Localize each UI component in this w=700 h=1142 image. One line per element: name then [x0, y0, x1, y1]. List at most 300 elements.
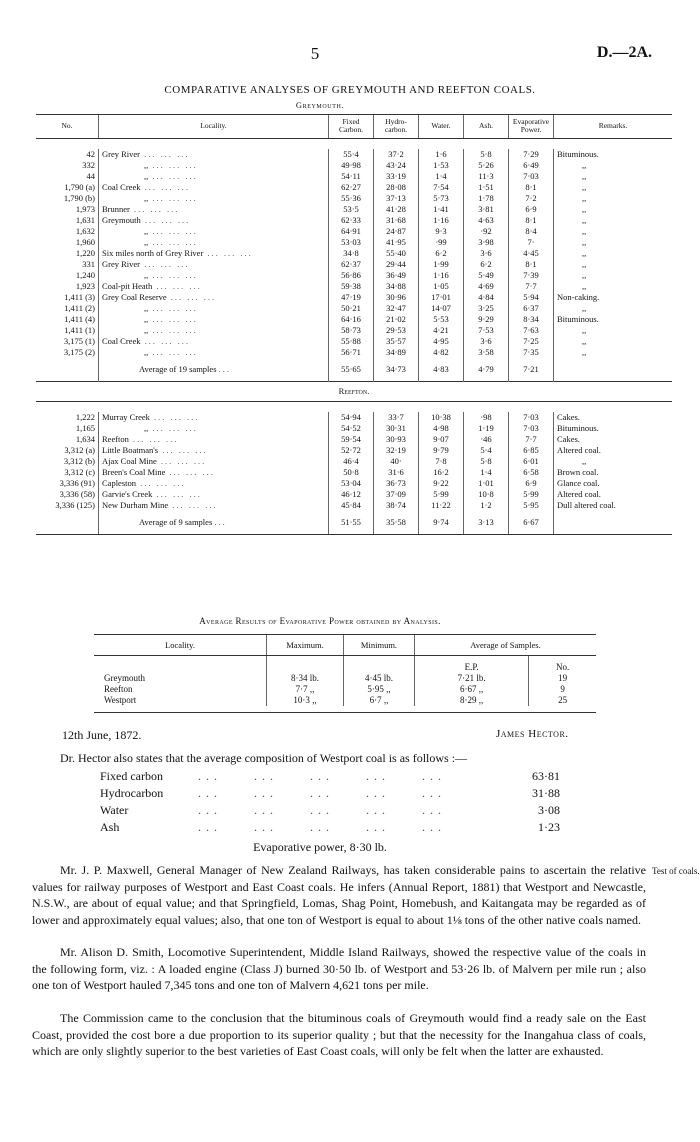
evap-sample-count: 9 — [529, 684, 596, 695]
table-row: 331 Grey River ... ... ... 62·37 29·44 1·99 6·2 8·1 ,, — [36, 259, 672, 270]
greymouth-subtitle: Greymouth. — [295, 100, 345, 110]
fixed-carbon: 62·27 — [329, 182, 374, 193]
hydrocarbon: 32·47 — [374, 303, 419, 314]
locality: ,, — [144, 269, 149, 280]
remarks: Bituminous. — [554, 314, 673, 325]
evap-col-maximum: Maximum. — [267, 635, 344, 656]
ash: 3·98 — [464, 237, 509, 248]
sample-number: 331 — [82, 258, 95, 269]
evap-average-ep: 7·21 lb. — [415, 673, 529, 684]
col-header-no: No. — [36, 115, 99, 139]
locality: Brunner — [102, 203, 130, 214]
fixed-carbon: 54·94 — [329, 412, 374, 423]
ash: 1·78 — [464, 193, 509, 204]
locality: Breen's Coal Mine — [102, 466, 166, 477]
composition-item: Ash ... ... ... ... ... 1·23 — [100, 820, 560, 834]
table-row: 1,634 Reefton ... ... ... 59·54 30·93 9·07 ·46 7·7 Cakes. — [36, 434, 672, 445]
col-header-water: Water. — [419, 115, 464, 139]
ash: 1·2 — [464, 500, 509, 511]
remarks: ,, — [554, 182, 673, 193]
locality: Garvie's Creek — [102, 488, 153, 499]
sample-number: 1,165 — [75, 422, 95, 433]
avg-fixed-carbon: 55·65 — [329, 358, 374, 382]
water: 7·54 — [419, 182, 464, 193]
paragraph-hector: Dr. Hector also states that the average composition of Westport coal is as follows :— — [60, 751, 468, 765]
reefton-rows — [36, 401, 672, 511]
ash: 3·81 — [464, 204, 509, 215]
fixed-carbon: 49·98 — [329, 160, 374, 171]
ash: 7·53 — [464, 325, 509, 336]
sample-number: 42 — [86, 148, 95, 159]
ash: 11·3 — [464, 171, 509, 182]
fixed-carbon: 59·54 — [329, 434, 374, 445]
sample-number: 1,411 (1) — [64, 324, 95, 335]
greymouth-rows — [36, 138, 672, 358]
table-row: 1,165 ,, ... ... ... 54·52 30·31 4·98 1·19 7·03 Bituminous. — [36, 423, 672, 434]
sample-number: 1,973 — [75, 203, 95, 214]
ash: 5·49 — [464, 270, 509, 281]
hydrocarbon: 41·28 — [374, 204, 419, 215]
remarks: ,, — [554, 336, 673, 347]
fixed-carbon: 47·19 — [329, 292, 374, 303]
remarks: ,, — [554, 215, 673, 226]
water: 10·38 — [419, 412, 464, 423]
hydrocarbon: 41·95 — [374, 237, 419, 248]
sample-number: 3,312 (a) — [64, 444, 95, 455]
fixed-carbon: 58·73 — [329, 325, 374, 336]
remarks: ,, — [554, 270, 673, 281]
evap-col-average: Average of Samples. — [415, 635, 597, 656]
evaporative-power: 7·39 — [509, 270, 554, 281]
table-row: 3,175 (1) Coal Creek ... ... ... 55·88 35·57 4·95 3·6 7·25 ,, — [36, 336, 672, 347]
page-number: 5 — [310, 44, 320, 63]
evaporative-power: 7·25 — [509, 336, 554, 347]
locality: Coal Creek — [102, 335, 141, 346]
evaporative-power: 7·7 — [509, 281, 554, 292]
evaporative-power: 6·37 — [509, 303, 554, 314]
hydrocarbon: 21·02 — [374, 314, 419, 325]
water: 9·22 — [419, 478, 464, 489]
margin-note: Test of coals. — [652, 866, 700, 876]
evap-col-locality: Locality. — [94, 635, 267, 656]
evaporative-power: 5·95 — [509, 500, 554, 511]
col-header-evaporative-power: Evaporative Power. — [509, 115, 554, 139]
fixed-carbon: 56·71 — [329, 347, 374, 358]
water: 7·8 — [419, 456, 464, 467]
table-row: 1,790 (a) Coal Creek ... ... ... 62·27 28·08 7·54 1·51 8·1 ,, — [36, 182, 672, 193]
evap-header-row — [94, 635, 596, 656]
evaporative-power: 7·03 — [509, 423, 554, 434]
remarks: ,, — [554, 456, 673, 467]
remarks: ,, — [554, 160, 673, 171]
locality: Grey Coal Reserve — [102, 291, 167, 302]
hydrocarbon: 38·74 — [374, 500, 419, 511]
table-row: 332 ,, ... ... ... 49·98 43·24 1·53 5·26 6·49 ,, — [36, 160, 672, 171]
remarks: ,, — [554, 248, 673, 259]
table-row: 42 Grey River ... ... ... 55·4 37·2 1·6 5·8 7·29 Bituminous. — [36, 149, 672, 160]
table-row: 1,632 ,, ... ... ... 64·91 24·87 9·3 ·92 8·4 ,, — [36, 226, 672, 237]
table-row: 1,220 Six miles north of Grey River ... ... ... 34·8 55·40 6·2 3·6 4·45 ,, — [36, 248, 672, 259]
hydrocarbon: 35·57 — [374, 336, 419, 347]
hydrocarbon: 36·73 — [374, 478, 419, 489]
remarks: Bituminous. — [554, 423, 673, 434]
avg-hydrocarbon: 34·73 — [374, 358, 419, 382]
evap-row — [94, 695, 596, 706]
fixed-carbon: 64·16 — [329, 314, 374, 325]
sample-number: 3,312 (c) — [64, 466, 95, 477]
avg-water: 4·83 — [419, 358, 464, 382]
hydrocarbon: 28·08 — [374, 182, 419, 193]
ash: 4·63 — [464, 215, 509, 226]
evap-row — [94, 684, 596, 695]
sample-number: 1,790 (b) — [63, 192, 95, 203]
ash: ·98 — [464, 412, 509, 423]
evaporative-power: 8·1 — [509, 215, 554, 226]
water: 1·05 — [419, 281, 464, 292]
remarks: Cakes. — [554, 434, 673, 445]
hydrocarbon: 30·31 — [374, 423, 419, 434]
fixed-carbon: 53·5 — [329, 204, 374, 215]
table-row: 1,240 ,, ... ... ... 56·86 36·49 1·16 5·49 7·39 ,, — [36, 270, 672, 281]
water: 4·95 — [419, 336, 464, 347]
evap-locality: Reefton — [104, 684, 133, 694]
evaporative-power: 7·35 — [509, 347, 554, 358]
water: 11·22 — [419, 500, 464, 511]
water: 14·07 — [419, 303, 464, 314]
component-name: Fixed carbon — [100, 769, 163, 783]
hydrocarbon: 40· — [374, 456, 419, 467]
hydrocarbon: 30·93 — [374, 434, 419, 445]
table-row: 3,175 (2) ,, ... ... ... 56·71 34·89 4·82 3·58 7·35 ,, — [36, 347, 672, 358]
table-row: 3,312 (b) Ajax Coal Mine ... ... ... 46·4 40· 7·8 5·8 6·01 ,, — [36, 456, 672, 467]
fixed-carbon: 46·12 — [329, 489, 374, 500]
component-value: 3·08 — [538, 803, 560, 817]
evap-subcol-no: No. — [529, 656, 596, 674]
evap-maximum: 8·34 lb. — [267, 673, 344, 684]
evap-locality: Greymouth — [104, 673, 145, 683]
evaporative-power: 7· — [509, 237, 554, 248]
remarks: Glance coal. — [554, 478, 673, 489]
fixed-carbon: 62·33 — [329, 215, 374, 226]
table-row: 3,312 (c) Breen's Coal Mine ... ... ... 50·8 31·6 16·2 1·4 6·58 Brown coal. — [36, 467, 672, 478]
hydrocarbon: 37·09 — [374, 489, 419, 500]
sample-number: 1,631 — [75, 214, 95, 225]
fixed-carbon: 54·52 — [329, 423, 374, 434]
fixed-carbon: 59·38 — [329, 281, 374, 292]
evap-average-ep: 6·67 ,, — [415, 684, 529, 695]
fixed-carbon: 45·84 — [329, 500, 374, 511]
average-label: Average of 9 samples — [139, 516, 213, 527]
water: 1·4 — [419, 171, 464, 182]
evap-locality: Westport — [104, 695, 137, 705]
component-name: Hydrocarbon — [100, 786, 164, 800]
composition-list — [100, 768, 560, 836]
evap-average-ep: 8·29 ,, — [415, 695, 529, 706]
water: 5·53 — [419, 314, 464, 325]
locality: ,, — [144, 192, 149, 203]
locality: Coal Creek — [102, 181, 141, 192]
evaporative-power: 6·9 — [509, 204, 554, 215]
table-row: 1,960 ,, ... ... ... 53·03 41·95 ·99 3·98 7· ,, — [36, 237, 672, 248]
remarks: ,, — [554, 204, 673, 215]
hydrocarbon: 36·49 — [374, 270, 419, 281]
paragraph-smith: Mr. Alison D. Smith, Locomotive Superintendent, Middle Island Railways, showed the respective value of the coals in the following form, viz. : A loaded engine (Class J) burned 30·50 lb. of Westport and 53·26 lb. of Malvern per mile run ; also one ton of Westport hauled 7,345 tons and one ton of Malvern 4,621 tons per mile. — [32, 945, 646, 992]
remarks: ,, — [554, 237, 673, 248]
locality: ,, — [144, 159, 149, 170]
water: 5·99 — [419, 489, 464, 500]
table-header-row — [36, 115, 672, 139]
hydrocarbon: 29·44 — [374, 259, 419, 270]
ash: 1·4 — [464, 467, 509, 478]
evap-minimum: 6·7 ,, — [344, 695, 415, 706]
evap-rows — [94, 656, 596, 713]
sample-number: 3,336 (58) — [59, 488, 95, 499]
remarks: ,, — [554, 226, 673, 237]
greymouth-average-row: Average of 19 samples ... 55·65 34·73 4·83 4·79 7·21 — [36, 358, 672, 382]
ash: 5·26 — [464, 160, 509, 171]
water: 1·16 — [419, 270, 464, 281]
ash: 3·6 — [464, 248, 509, 259]
evap-maximum: 7·7 ,, — [267, 684, 344, 695]
hydrocarbon: 24·87 — [374, 226, 419, 237]
hydrocarbon: 31·6 — [374, 467, 419, 478]
evaporative-power: 6·9 — [509, 478, 554, 489]
evaporative-power: 7·03 — [509, 412, 554, 423]
locality: Murray Creek — [102, 411, 150, 422]
water: 4·21 — [419, 325, 464, 336]
component-name: Ash — [100, 820, 120, 834]
signature-name: James Hector. — [496, 728, 569, 740]
water: 1·53 — [419, 160, 464, 171]
composition-item: Hydrocarbon ... ... ... ... ... 31·88 — [100, 786, 560, 800]
evaporative-power: 6·85 — [509, 445, 554, 456]
evap-maximum: 10·3 ,, — [267, 695, 344, 706]
sample-number: 1,960 — [75, 236, 95, 247]
fixed-carbon: 55·88 — [329, 336, 374, 347]
ash: 3·58 — [464, 347, 509, 358]
sample-number: 3,175 (2) — [63, 346, 95, 357]
col-header-locality: Locality. — [99, 115, 329, 139]
water: 1·6 — [419, 149, 464, 160]
ash: 5·8 — [464, 456, 509, 467]
ash: 10·8 — [464, 489, 509, 500]
locality: Six miles north of Grey River — [102, 247, 204, 258]
locality: New Durham Mine — [102, 499, 169, 510]
evaporative-power: 8·34 — [509, 314, 554, 325]
reefton-subtitle: Reefton. — [36, 381, 672, 401]
hydrocarbon: 33·19 — [374, 171, 419, 182]
remarks: ,, — [554, 193, 673, 204]
locality: Coal-pit Heath — [102, 280, 153, 291]
locality: ,, — [144, 324, 149, 335]
evap-row — [94, 673, 596, 684]
evaporative-power: 7·2 — [509, 193, 554, 204]
fixed-carbon: 34·8 — [329, 248, 374, 259]
avg-water: 9·74 — [419, 511, 464, 535]
remarks: ,, — [554, 171, 673, 182]
sample-number: 1,411 (2) — [64, 302, 95, 313]
ash: 1·19 — [464, 423, 509, 434]
avg-hydrocarbon: 35·58 — [374, 511, 419, 535]
table-row: 1,631 Greymouth ... ... ... 62·33 31·68 1·16 4·63 8·1 ,, — [36, 215, 672, 226]
fixed-carbon: 54·11 — [329, 171, 374, 182]
avg-evaporative-power: 6·67 — [509, 511, 554, 535]
table-row: 1,411 (2) ,, ... ... ... 50·21 32·47 14·07 3·25 6·37 ,, — [36, 303, 672, 314]
paragraph-maxwell: Mr. J. P. Maxwell, General Manager of New Zealand Railways, has taken considerable pains to ascertain the relative values for railway purposes of Westport and East Coast coals. He infers (Annual Report, 1881) that Westport and Newcastle, N.S.W., are about of equal value; and that Springfield, Lomas, Shag Point, Homebush, and Kaitangata may be regarded as of lower and approximately equal values; also, that one ton of Westport is equal to about 1⅛ tons of the other native coals named. — [32, 863, 646, 927]
ash: 9·29 — [464, 314, 509, 325]
fixed-carbon: 46·4 — [329, 456, 374, 467]
evaporative-power: 7·03 — [509, 171, 554, 182]
ash: ·46 — [464, 434, 509, 445]
document-reference: D.—2A. — [596, 44, 652, 61]
fixed-carbon: 50·8 — [329, 467, 374, 478]
remarks: ,, — [554, 325, 673, 336]
sample-number: 1,220 — [75, 247, 95, 258]
remarks: ,, — [554, 303, 673, 314]
fixed-carbon: 56·86 — [329, 270, 374, 281]
table-row: 1,923 Coal-pit Heath ... ... ... 59·38 34·88 1·05 4·69 7·7 ,, — [36, 281, 672, 292]
remarks: Altered coal. — [554, 489, 673, 500]
evap-col-minimum: Minimum. — [344, 635, 415, 656]
fixed-carbon: 55·36 — [329, 193, 374, 204]
sample-number: 3,336 (125) — [55, 499, 95, 510]
evap-minimum: 5·95 ,, — [344, 684, 415, 695]
water: 9·3 — [419, 226, 464, 237]
ash: 1·51 — [464, 182, 509, 193]
table-row: 44 ,, ... ... ... 54·11 33·19 1·4 11·3 7·03 ,, — [36, 171, 672, 182]
locality: Greymouth — [102, 214, 141, 225]
sample-number: 1,411 (4) — [64, 313, 95, 324]
water: ·99 — [419, 237, 464, 248]
locality: Grey River — [102, 258, 141, 269]
reefton-average-row: Average of 9 samples ... 51·55 35·58 9·74 3·13 6·67 — [36, 511, 672, 535]
remarks: ,, — [554, 347, 673, 358]
remarks: Dull altered coal. — [554, 500, 673, 511]
ash: 3·6 — [464, 336, 509, 347]
table-row: 1,411 (4) ,, ... ... ... 64·16 21·02 5·53 9·29 8·34 Bituminous. — [36, 314, 672, 325]
hydrocarbon: 34·89 — [374, 347, 419, 358]
coal-analysis-table — [36, 114, 672, 535]
remarks: Cakes. — [554, 412, 673, 423]
sample-number: 1,923 — [75, 280, 95, 291]
hydrocarbon: 33·7 — [374, 412, 419, 423]
table-row: 1,411 (1) ,, ... ... ... 58·73 29·53 4·21 7·53 7·63 ,, — [36, 325, 672, 336]
fixed-carbon: 53·03 — [329, 237, 374, 248]
table-row: 1,222 Murray Creek ... ... ... 54·94 33·7 10·38 ·98 7·03 Cakes. — [36, 412, 672, 423]
locality: Capleston — [102, 477, 136, 488]
sample-number: 332 — [82, 159, 95, 170]
locality: Little Boatman's — [102, 444, 159, 455]
ash: 1·01 — [464, 478, 509, 489]
hydrocarbon: 29·53 — [374, 325, 419, 336]
table-row: 3,312 (a) Little Boatman's ... ... ... 52·72 32·19 9·79 5·4 6·85 Altered coal. — [36, 445, 672, 456]
ash: 6·2 — [464, 259, 509, 270]
hydrocarbon: 55·40 — [374, 248, 419, 259]
water: 6·2 — [419, 248, 464, 259]
water: 17·01 — [419, 292, 464, 303]
water: 1·99 — [419, 259, 464, 270]
locality: ,, — [144, 236, 149, 247]
water: 9·07 — [419, 434, 464, 445]
composition-item: Fixed carbon ... ... ... ... ... 63·81 — [100, 769, 560, 783]
table-row: 3,336 (91) Capleston ... ... ... 53·04 36·73 9·22 1·01 6·9 Glance coal. — [36, 478, 672, 489]
fixed-carbon: 50·21 — [329, 303, 374, 314]
reefton-section-row — [36, 381, 672, 401]
locality: Ajax Coal Mine — [102, 455, 157, 466]
locality: Reefton — [102, 433, 129, 444]
remarks: Brown coal. — [554, 467, 673, 478]
locality: ,, — [144, 422, 149, 433]
signature-date: 12th June, 1872. — [62, 728, 142, 742]
avg-ash: 3·13 — [464, 511, 509, 535]
col-header-fixed-carbon: Fixed Carbon. — [329, 115, 374, 139]
water: 5·73 — [419, 193, 464, 204]
ash: 4·69 — [464, 281, 509, 292]
paragraph-commission: The Commission came to the conclusion that the bituminous coals of Greymouth would find a ready sale on the East Coast, provided the cost bore a due proportion to its superior quality ; but that the necessity for the Inangahua class of coals, which are only slightly superior to the best varieties of East Coast coals, will only be felt when the latter are exhausted. — [32, 1011, 646, 1058]
sample-number: 3,336 (91) — [59, 477, 95, 488]
evaporative-power: 8·4 — [509, 226, 554, 237]
locality: ,, — [144, 313, 149, 324]
ash: 5·4 — [464, 445, 509, 456]
evaporative-power-table — [94, 634, 596, 713]
evaporative-power: 7·29 — [509, 149, 554, 160]
table-row: 1,790 (b) ,, ... ... ... 55·36 37·13 5·73 1·78 7·2 ,, — [36, 193, 672, 204]
remarks: Altered coal. — [554, 445, 673, 456]
remarks: Bituminous. — [554, 149, 673, 160]
table-row: 3,336 (58) Garvie's Creek ... ... ... 46·12 37·09 5·99 10·8 5·99 Altered coal. — [36, 489, 672, 500]
locality: ,, — [144, 346, 149, 357]
component-name: Water — [100, 803, 129, 817]
evaporative-power: 6·58 — [509, 467, 554, 478]
fixed-carbon: 55·4 — [329, 149, 374, 160]
hydrocarbon: 31·68 — [374, 215, 419, 226]
ash: 3·25 — [464, 303, 509, 314]
evaporative-power: 6·01 — [509, 456, 554, 467]
evaporative-power: 7·7 — [509, 434, 554, 445]
hydrocarbon: 30·96 — [374, 292, 419, 303]
col-header-ash: Ash. — [464, 115, 509, 139]
sample-number: 1,632 — [75, 225, 95, 236]
sample-number: 1,240 — [75, 269, 95, 280]
composition-item: Water ... ... ... ... ... 3·08 — [100, 803, 560, 817]
evap-subheader-row — [94, 656, 596, 674]
evaporative-power: 6·49 — [509, 160, 554, 171]
remarks: ,, — [554, 259, 673, 270]
avg-ash: 4·79 — [464, 358, 509, 382]
locality: Grey River — [102, 148, 141, 159]
evaporative-power: 8·1 — [509, 182, 554, 193]
evaporative-power: 7·63 — [509, 325, 554, 336]
ash: 5·8 — [464, 149, 509, 160]
table-row: 1,973 Brunner ... ... ... 53·5 41·28 1·41 3·81 6·9 ,, — [36, 204, 672, 215]
fixed-carbon: 52·72 — [329, 445, 374, 456]
table-row: 1,411 (3) Grey Coal Reserve ... ... ... 47·19 30·96 17·01 4·84 5·94 Non-caking. — [36, 292, 672, 303]
evaporative-power: 5·94 — [509, 292, 554, 303]
table-row: 3,336 (125) New Durham Mine ... ... ... 45·84 38·74 11·22 1·2 5·95 Dull altered coal. — [36, 500, 672, 511]
fixed-carbon: 64·91 — [329, 226, 374, 237]
avg-evaporative-power: 7·21 — [509, 358, 554, 382]
sample-number: 1,634 — [75, 433, 95, 444]
component-value: 63·81 — [532, 769, 560, 783]
evaporative-table-title: Average Results of Evaporative Power obtained by Analysis. — [199, 616, 441, 626]
hydrocarbon: 37·13 — [374, 193, 419, 204]
locality: ,, — [144, 225, 149, 236]
evap-sample-count: 25 — [529, 695, 596, 706]
sample-number: 3,312 (b) — [63, 455, 95, 466]
sample-number: 44 — [86, 170, 95, 181]
hydrocarbon: 34·88 — [374, 281, 419, 292]
locality: ,, — [144, 170, 149, 181]
